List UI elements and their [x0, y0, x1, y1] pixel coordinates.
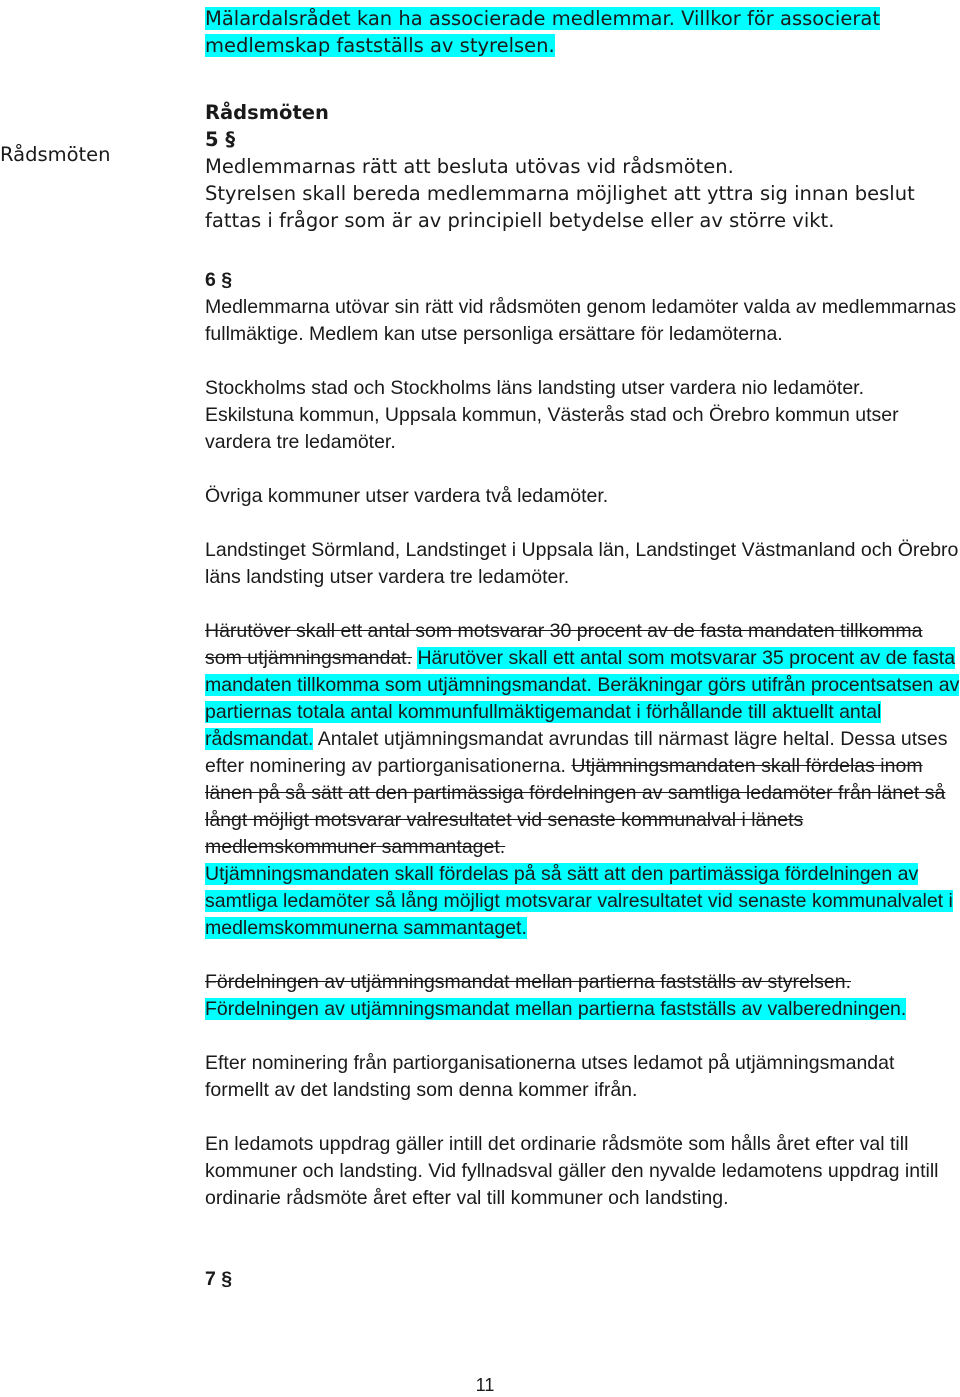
spacer	[205, 456, 960, 483]
spacer	[205, 234, 960, 261]
municipalities-paragraph: Eskilstuna kommun, Uppsala kommun, Västerås stad och Örebro kommun utser vardera tre ledamöter.	[205, 404, 899, 453]
page-number: 11	[475, 1375, 495, 1395]
spacer	[205, 942, 960, 969]
section-5-paragraph-1: Medlemmarnas rätt att besluta utövas vid rådsmöten.	[205, 155, 734, 178]
nomination-paragraph: Efter nominering från partiorganisationerna utses ledamot på utjämningsmandat formellt av det landsting som denna kommer ifrån.	[205, 1052, 895, 1101]
spacer	[205, 348, 960, 375]
section-heading: Rådsmöten	[205, 101, 329, 124]
equalization-mandates-paragraph	[205, 618, 960, 861]
allocation-added-paragraph	[205, 996, 960, 1023]
term-paragraph: En ledamots uppdrag gäller intill det ordinarie rådsmöte som hålls året efter val till kommuner och landsting. Vid fyllnadsval gäller den nyvalde ledamotens uppdrag intill ordinarie rådsmöte året efter val till kommuner och landsting.	[205, 1133, 939, 1209]
document-body	[205, 5, 960, 1293]
spacer	[205, 510, 960, 537]
spacer	[205, 1023, 960, 1050]
section-number-7: 7 §	[205, 1268, 233, 1290]
stockholm-paragraph: Stockholms stad och Stockholms läns landsting utser vardera nio ledamöter.	[205, 377, 865, 399]
other-municipalities-paragraph: Övriga kommuner utser vardera två ledamöter.	[205, 485, 609, 507]
section-number-6: 6 §	[205, 269, 233, 291]
spacer	[205, 591, 960, 618]
highlighted-text: Mälardalsrådet kan ha associerade medlemmar. Villkor för associerat medlemskap fastställs av styrelsen.	[205, 7, 880, 57]
county-councils-paragraph: Landstinget Sörmland, Landstinget i Uppsala län, Landstinget Västmanland och Örebro läns landsting utser vardera tre ledamöter.	[205, 539, 959, 588]
distribution-paragraph	[205, 861, 960, 942]
section-number-5: 5 §	[205, 128, 236, 151]
section-5-paragraph-2: Styrelsen skall bereda medlemmarna möjlighet att yttra sig innan beslut fattas i frågor som är av principiell betydelse eller av större vikt.	[205, 182, 915, 232]
section-6-paragraph-1: Medlemmarna utövar sin rätt vid rådsmöten genom ledamöter valda av medlemmarnas fullmäktige. Medlem kan utse personliga ersättare för ledamöterna.	[205, 296, 957, 345]
struck-text: Utjämningsmandaten skall fördelas inom länen på så sätt att den partimässiga fördelningen av samtliga ledamöter från länet så långt möjligt motsvarar valresultatet vid senaste kommunalval i länets medlemskommuner sammantaget.	[205, 755, 946, 858]
allocation-struck-paragraph	[205, 969, 960, 996]
margin-heading: Rådsmöten	[0, 143, 111, 166]
highlighted-text: Fördelningen av utjämningsmandat mellan partierna fastställs av valberedningen.	[205, 998, 907, 1020]
struck-text: Härutöver skall ett antal som motsvarar 30 procent av de fasta mandaten tillkomma som utjämningsmandat.	[205, 620, 923, 669]
struck-text: Fördelningen av utjämningsmandat mellan partierna fastställs av styrelsen.	[205, 971, 851, 993]
plain-text: Antalet utjämningsmandat avrundas till närmast lägre heltal. Dessa utses efter nominering av partiorganisationerna.	[205, 728, 948, 777]
spacer	[205, 1104, 960, 1131]
spacer	[205, 59, 960, 99]
spacer	[205, 1212, 960, 1266]
highlighted-text: Härutöver skall ett antal som motsvarar 35 procent av de fasta mandaten tillkomma som utjämningsmandat. Beräkningar görs utifrån procentsatsen av partiernas totala antal kommunfullmäktigemandat i förhållande till aktuellt antal rådsmandat.	[205, 647, 960, 750]
associate-members-paragraph	[205, 5, 960, 59]
highlighted-text: Utjämningsmandaten skall fördelas på så sätt att den partimässiga fördelningen av samtliga ledamöter så lång möjligt motsvarar valresultatet vid senaste kommunalvalet i medlemskommunerna sammantaget.	[205, 863, 953, 939]
